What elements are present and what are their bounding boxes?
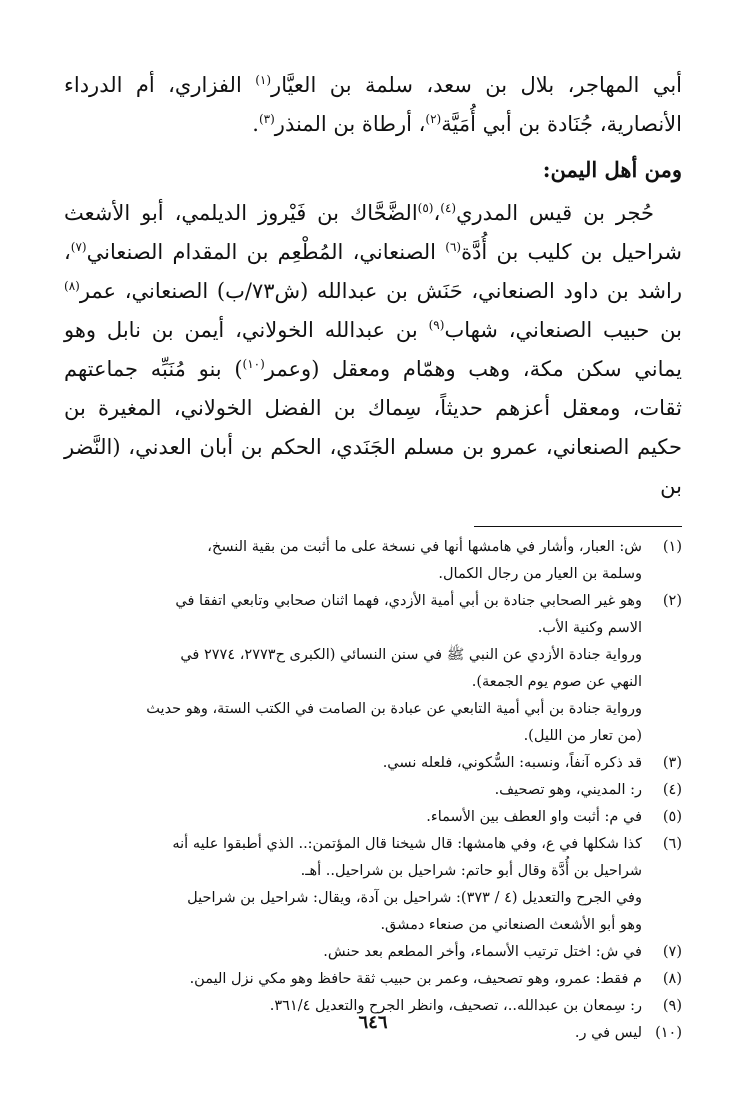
page-number: ٦٤٦ xyxy=(358,1012,388,1033)
footnote-line: ر: المديني، وهو تصحيف. xyxy=(494,782,642,798)
footnote-7 xyxy=(64,939,682,966)
footnote-number: (١) xyxy=(662,539,682,555)
footnote-number: (٦) xyxy=(662,836,682,852)
footnote-2 xyxy=(64,588,682,642)
footnote-line: ورواية جنادة الأزدي عن النبي ﷺ في سنن النسائي (الكبرى ح٢٧٧٣، ٢٧٧٤ في xyxy=(180,647,642,663)
text-run: بن عبدالله الخولاني، أيمن بن نابل وهو يماني سكن مكة، وهب وهمّام ومعقل (وعمر xyxy=(64,318,682,381)
footnote-1 xyxy=(64,534,682,588)
paragraph-1 xyxy=(64,66,682,144)
footnote-number: (٩) xyxy=(662,998,682,1014)
footnote-ref[interactable]: (٩) xyxy=(428,318,445,332)
text-run: ، أرطاة بن المنذر xyxy=(274,112,426,136)
text-run: ، xyxy=(433,201,441,225)
footnote-line: وهو غير الصحابي جنادة بن أبي أمية الأزدي، فهما اثنان صحابي وتابعي اتفقا في xyxy=(175,593,642,609)
footnote-number: (٧) xyxy=(662,944,682,960)
footnote-ref[interactable]: (١) xyxy=(255,73,272,87)
footnote-line: الاسم وكنية الأب. xyxy=(537,620,642,636)
footnote-line: (من تعار من الليل). xyxy=(523,728,642,744)
footnote-ref[interactable]: (٧) xyxy=(70,240,87,254)
footnote-3 xyxy=(64,750,682,777)
footnote-line: م فقط: عمرو، وهو تصحيف، وعمر بن حبيب ثقة حافظ وهو مكي نزل اليمن. xyxy=(189,971,642,987)
footnotes xyxy=(64,534,682,1047)
footnote-number: (٤) xyxy=(662,782,682,798)
footnote-ref[interactable]: (٣) xyxy=(258,112,275,126)
footnote-number: (٥) xyxy=(662,809,682,825)
text-run: الضَّحَّاك بن فَيْروز الديلمي، أبو الأشعث شراحيل بن كليب بن أُدَّة xyxy=(64,201,682,264)
footnote-line: النهي عن صوم يوم الجمعة). xyxy=(471,674,642,690)
text-run: بن حبيب الصنعاني، شهاب xyxy=(444,318,682,342)
text-run: حُجر بن قيس المدري xyxy=(456,201,654,225)
footnote-divider xyxy=(474,526,682,527)
text-run: ) بنو مُنَبِّه جماعتهم ثقات، ومعقل أعزهم حديثاً، سِماك بن الفضل الخولاني، المغيرة بن حكيم الصنعاني، عمرو بن مسلم الجَنَدي، الحكم بن أبان العدني، (النَّضر بن xyxy=(64,357,682,498)
text-run: ، راشد بن داود الصنعاني، حَنَش بن عبدالله (ش٧٣/ب) الصنعاني، عمر xyxy=(64,240,682,303)
footnote-line: كذا شكلها في ع، وفي هامشها: قال شيخنا قال المؤتمن:.. الذي أطبقوا عليه أنه xyxy=(172,836,642,852)
footnote-ref[interactable]: (١٠) xyxy=(242,357,265,371)
footnote-line: وفي الجرح والتعديل (٤ / ٣٧٣): شراحيل بن آدة، ويقال: شراحيل بن شراحيل xyxy=(187,890,642,906)
footnote-ref[interactable]: (٨) xyxy=(64,279,80,293)
footnote-ref[interactable]: (٦) xyxy=(445,240,462,254)
footnote-ref[interactable]: (٥) xyxy=(417,201,434,215)
footnote-number: (١٠) xyxy=(655,1025,682,1041)
footnote-line: ش: العبار، وأشار في هامشها أنها في نسخة على ما أثبت من بقية النسخ، xyxy=(207,539,642,555)
footnote-number: (٣) xyxy=(662,755,682,771)
footnote-6 xyxy=(64,831,682,885)
footnote-6-continuation xyxy=(64,885,682,939)
footnote-line: ورواية جنادة بن أبي أمية التابعي عن عبادة بن الصامت في الكتب الستة، وهو حديث xyxy=(146,701,642,717)
main-text xyxy=(64,66,682,506)
footnote-line: ليس في ر. xyxy=(574,1025,642,1041)
footnote-line: في ش: اختل ترتيب الأسماء، وأخر المطعم بعد حنش. xyxy=(323,944,642,960)
section-heading: ومن أهل اليمن: xyxy=(542,157,682,182)
footnote-line: شراحيل بن أُدَّة وقال أبو حاتم: شراحيل بن شراحيل.. أهـ. xyxy=(300,863,642,879)
footnote-number: (٢) xyxy=(662,593,682,609)
footnote-ref[interactable]: (٢) xyxy=(425,112,442,126)
footnote-line: قد ذكره آنفاً، ونسبه: السُّكوني، فلعله نسي. xyxy=(382,755,642,771)
footnote-line: وسلمة بن العيار من رجال الكمال. xyxy=(438,566,642,582)
text-run: . xyxy=(252,112,259,136)
footnote-2-continuation xyxy=(64,642,682,750)
text-run: الفزاري، أم الدرداء الأنصارية، جُنَادة بن أبي أُمَيَّة xyxy=(64,73,682,136)
text-run: أبي المهاجر، بلال بن سعد، سلمة بن العيَّار xyxy=(271,73,683,97)
footnote-number: (٨) xyxy=(662,971,682,987)
footnote-4 xyxy=(64,777,682,804)
footnote-ref[interactable]: (٤) xyxy=(440,201,457,215)
footnote-5 xyxy=(64,804,682,831)
text-run: الصنعاني، المُطْعِم بن المقدام الصنعاني xyxy=(86,240,446,264)
footnote-line: في م: أثبت واو العطف بين الأسماء. xyxy=(426,809,642,825)
paragraph-2 xyxy=(64,194,682,506)
footnote-line: ر: سِمعان بن عبدالله..، تصحيف، وانظر الجرح والتعديل ٣٦١/٤. xyxy=(269,998,642,1014)
footnote-8 xyxy=(64,966,682,993)
footnote-line: وهو أبو الأشعث الصنعاني من صنعاء دمشق. xyxy=(380,917,642,933)
